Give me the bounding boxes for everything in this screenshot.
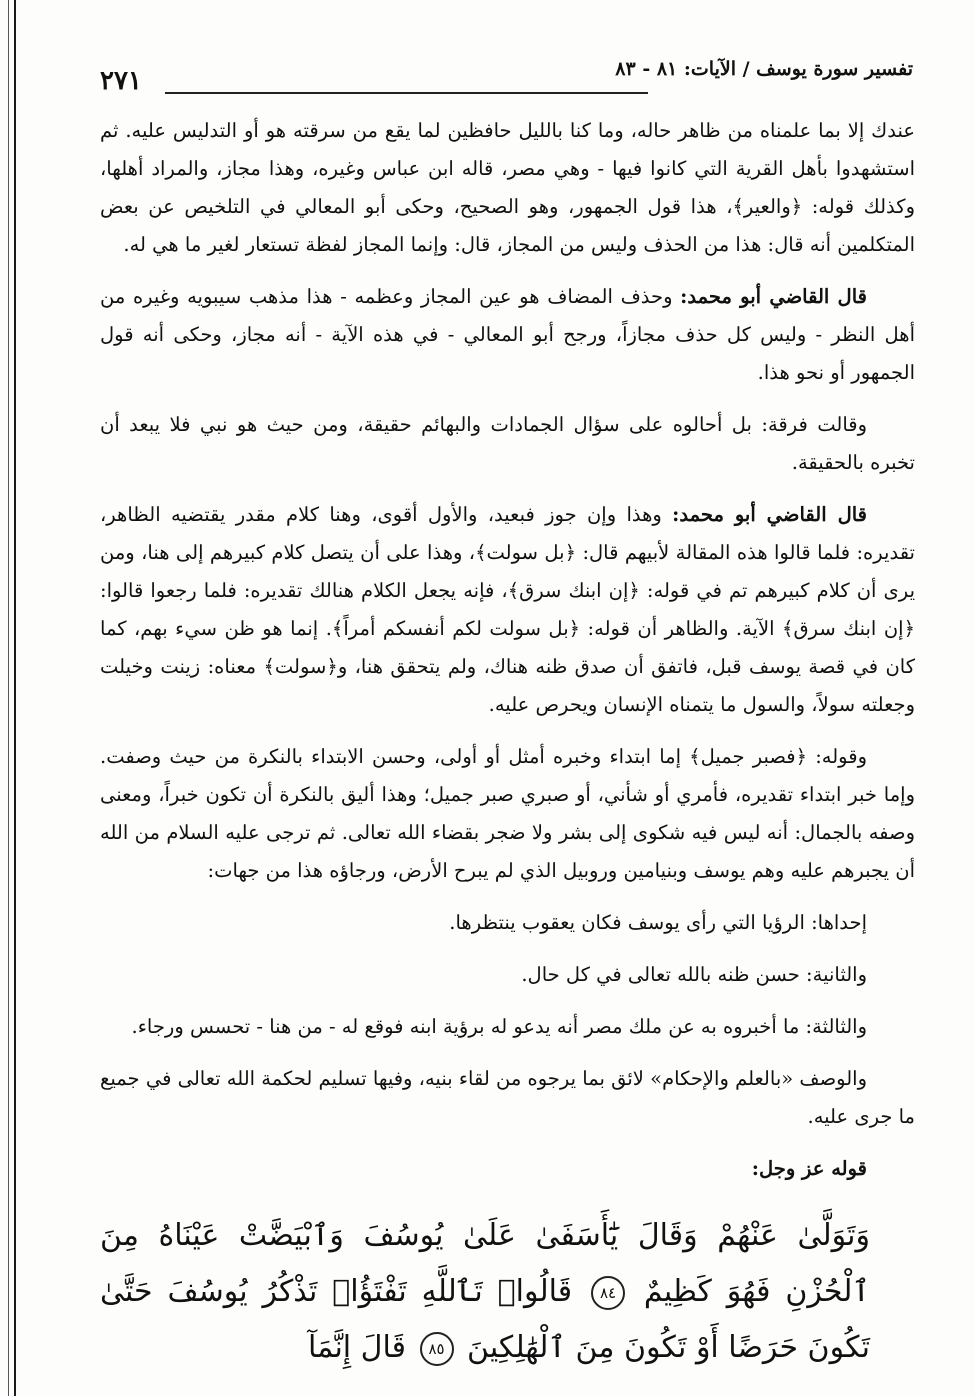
paragraph	[100, 738, 915, 890]
paragraph-text: قوله عز وجل:	[751, 1157, 867, 1180]
verse-text: قَالَ إِنَّمَآ	[307, 1330, 406, 1365]
list-item	[100, 956, 915, 994]
ayah-number-marker: ٨٥	[420, 1332, 454, 1366]
running-header	[100, 58, 913, 98]
paragraph-lead: قال القاضي أبو محمد:	[672, 503, 867, 526]
paragraph-text: والوصف «بالعلم والإحكام» لائق بما يرجوه من لقاء بنيه، وفيها تسليم لحكمة الله تعالى في جميع ما جرى عليه.	[100, 1067, 915, 1128]
paragraph	[100, 406, 915, 482]
paragraph-text: والثالثة: ما أخبروه به عن ملك مصر أنه يدعو له برؤية ابنه فوقع له - من هنا - تحسس ورجاء.	[131, 1015, 867, 1038]
paragraph	[100, 1060, 915, 1136]
page-number: ٢٧١	[100, 66, 142, 96]
list-item	[100, 904, 915, 942]
quran-verse-block	[100, 1208, 870, 1376]
binding-edge-line	[8, 0, 9, 1396]
verse-text: وَتَوَلَّىٰ عَنْهُمْ وَقَالَ يَٰٓأَسَفَىٰ عَلَىٰ يُوسُفَ وَٱبْيَضَّتْ عَيْنَاهُ مِنَ ٱلْحُزْنِ فَهُوَ كَظِيمٌ	[100, 1218, 870, 1309]
verse-text: قَالُوا۟ تَٱللَّهِ تَفْتَؤُا۟ تَذْكُرُ يُوسُفَ حَتَّىٰ تَكُونَ حَرَضًا أَوْ تَكُونَ مِنَ ٱلْهَٰلِكِينَ	[100, 1274, 870, 1365]
paragraph	[100, 112, 915, 264]
paragraph-text: والثانية: حسن ظنه بالله تعالى في كل حال.	[521, 963, 867, 986]
header-rule	[165, 92, 648, 94]
paragraph-text: وحذف المضاف هو عين المجاز وعظمه - هذا مذهب سيبويه وغيره من أهل النظر - وليس كل حذف مجازاً، ورجح أبو المعالي - في هذه الآية - أنه مجاز، وحكى أنه قول الجمهور أو نحو هذا.	[100, 285, 915, 384]
paragraph-text: وقالت فرقة: بل أحالوه على سؤال الجمادات والبهائم حقيقة، ومن حيث هو نبي فلا يبعد أن تخبره بالحقيقة.	[100, 413, 915, 474]
binding-edge-line	[14, 0, 16, 1396]
paragraph-lead: قال القاضي أبو محمد:	[680, 285, 867, 308]
paragraph-text: إحداها: الرؤيا التي رأى يوسف فكان يعقوب ينتظرها.	[449, 911, 867, 934]
ayah-number-marker: ٨٤	[591, 1276, 625, 1310]
paragraph	[100, 278, 915, 392]
paragraph	[100, 496, 915, 724]
paragraph-text: وقوله: ﴿فصبر جميل﴾ إما ابتداء وخبره أمثل أو أولى، وحسن الابتداء بالنكرة من حيث وصفت. وإما خبر ابتداء تقديره، فأمري أو شأني، أو صبري صبر جميل؛ وهذا أليق بالنكرة أن تكون خبراً، ومعنى وصفه بالجمال: أنه ليس فيه شكوى إلى بشر ولا ضجر بقضاء الله تعالى. ثم ترجى عليه السلام من الله أن يجبرهم عليه وهم يوسف وبنيامين وروبيل الذي لم يبرح الأرض، ورجاؤه هذا من جهات:	[100, 745, 915, 882]
header-title: تفسير سورة يوسف / الآيات: ٨١ - ٨٣	[615, 58, 913, 80]
paragraph-text: وهذا وإن جوز فبعيد، والأول أقوى، وهنا كلام مقدر يقتضيه الظاهر، تقديره: فلما قالوا هذه المقالة لأبيهم قال: ﴿بل سولت﴾، وهذا على أن يتصل كلام كبيرهم إلى هنا، ومن يرى أن كلام كبيرهم تم في قوله: ﴿إن ابنك سرق﴾، فإنه يجعل الكلام هنالك تقديره: فلما رجعوا قالوا: ﴿إن ابنك سرق﴾ الآية. والظاهر أن قوله: ﴿بل سولت لكم أنفسكم أمراً﴾. إنما هو ظن سيء بهم، كما كان في قصة يوسف قبل، فاتفق أن صدق ظنه هناك، ولم يتحقق هنا، و﴿سولت﴾ معناه: زينت وخيلت وجعلته سولاً، والسول ما يتمناه الإنسان ويحرص عليه.	[100, 503, 915, 716]
paragraph-text: عندك إلا بما علمناه من ظاهر حاله، وما كنا بالليل حافظين لما يقع من سرقته هو أو التدليس عليه. ثم استشهدوا بأهل القرية التي كانوا فيها - وهي مصر، قاله ابن عباس وغيره، وهذا مجاز، والمراد أهلها، وكذلك قوله: ﴿والعير﴾، هذا قول الجمهور، وهو الصحيح، وحكى أبو المعالي في التلخيص عن بعض المتكلمين أنه قال: هذا من الحذف وليس من المجاز، قال: وإنما المجاز لفظة تستعار لغير ما هي له.	[100, 119, 915, 256]
commentary-text	[100, 112, 915, 1202]
verse-intro	[100, 1150, 915, 1188]
list-item	[100, 1008, 915, 1046]
